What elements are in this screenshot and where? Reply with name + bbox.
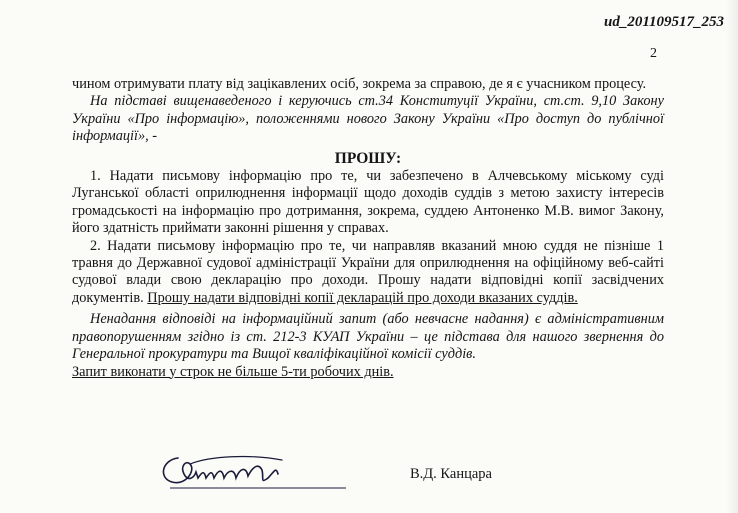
legal-basis-paragraph: На підставі вищенаведеного і керуючись ст.34 Конституції України, ст.ст. 9,10 Закону України «Про інформацію», положеннями нового Закону України «Про доступ до публічної інформації», -	[72, 93, 664, 145]
document-id: ud_201109517_253	[603, 14, 724, 30]
letter-body	[72, 76, 664, 381]
deadline-line: Запит виконати у строк не більше 5-ти робочих днів.	[72, 363, 394, 380]
handwritten-signature	[150, 448, 350, 496]
page-number: 2	[650, 46, 657, 61]
scan-edge-shadow	[726, 0, 738, 513]
request-item-2-underlined: Прошу надати відповідні копії декларацій про доходи вказаних суддів.	[147, 289, 578, 306]
signer-name: В.Д. Канцара	[410, 466, 492, 482]
request-heading: ПРОШУ:	[334, 149, 402, 167]
paragraph-continuation: чином отримувати плату від зацікавлених осіб, зокрема за справою, де я є учасником процесу.	[72, 76, 647, 92]
request-item-2-text: 2. Надати письмову інформацію про те, чи направляв вказаний мною суддя не пізніше 1 травня до Державної судової адміністрації України для оприлюднення на офіційному веб-сайті судової влади свою декларацію про доходи. Прошу надати відповідні копії засвідчених документів.	[72, 237, 664, 306]
request-item-1: 1. Надати письмову інформацію про те, чи забезпечено в Алчевському міському суді Луганської області оприлюднення інформації щодо доходів суддів з метою захисту інтересів громадськості на інформацію про дотримання, зокрема, суддею Антоненко М.В. вимог Закону, його здатність приймати законні рішення у справах.	[72, 168, 664, 237]
request-item-2	[72, 238, 664, 308]
warning-paragraph: Ненадання відповіді на інформаційний запит (або невчасне надання) є адміністративним правопорушенням згідно із ст. 212-3 КУАП України – це підстава для нашого звернення до Генеральної прокуратури та Вищої кваліфікаційної комісії суддів.	[72, 311, 664, 363]
